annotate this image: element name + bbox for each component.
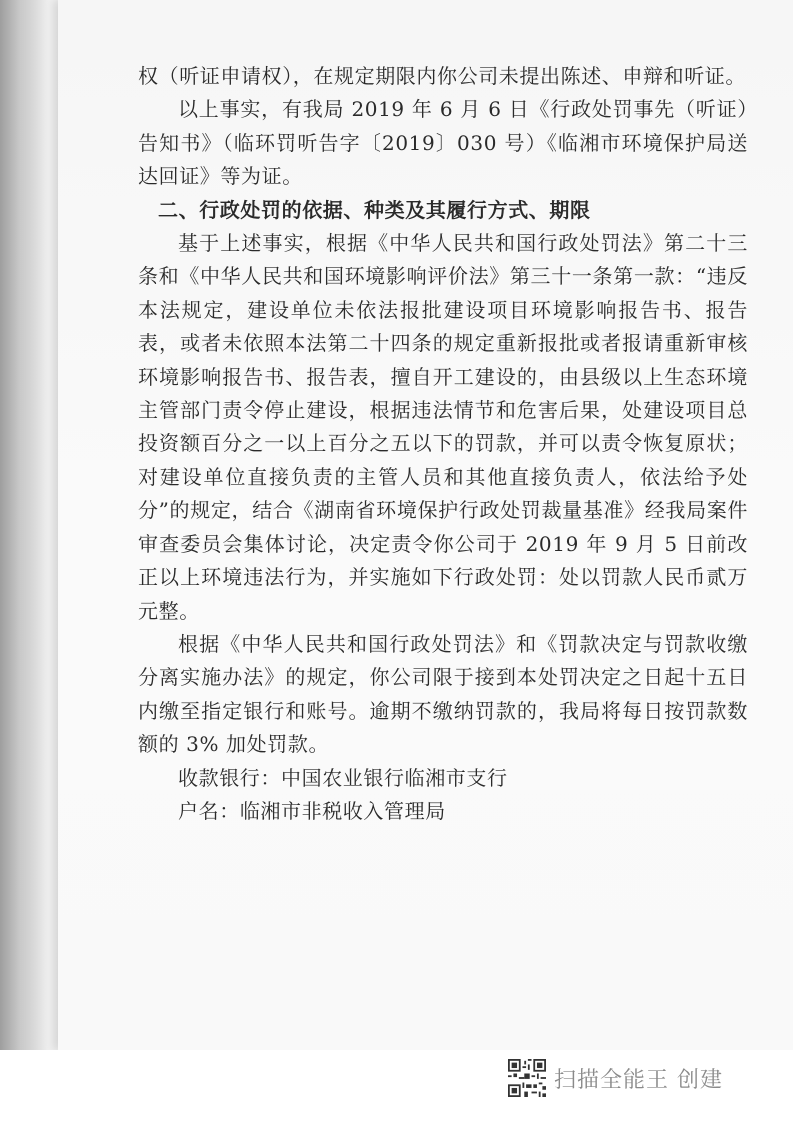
- bank-line: [138, 762, 748, 795]
- account-name-line: [138, 795, 748, 828]
- scanner-watermark: [508, 1059, 723, 1097]
- document-page: [58, 0, 793, 1050]
- section-heading: 二、行政处罚的依据、种类及其履行方式、期限: [158, 197, 591, 222]
- paragraph-payment-terms: 根据《中华人民共和国行政处罚法》和《罚款决定与罚款收缴分离实施办法》的规定，你公司限于接到本处罚决定之日起十五日内缴至指定银行和账号。逾期不缴纳罚款的，我局将每日按罚款数额的 3% 加处罚款。: [138, 631, 748, 757]
- paragraph-evidence: 以上事实，有我局 2019 年 6 月 6 日《行政处罚事先（听证）告知书》（临环罚听告字〔2019〕030 号）《临湘市环境保护局送达回证》等为证。: [138, 97, 748, 189]
- paragraph-legal-basis: 基于上述事实，根据《中华人民共和国行政处罚法》第二十三条和《中华人民共和国环境影响评价法》第三十一条第一款：“违反本法规定，建设单位未依法报批建设项目环境影响报告书、报告表，或者未依照本法第二十四条的规定重新报批或者报请重新审核环境影响报告书、报告表，擅自开工建设的，由县级以上生态环境主管部门责令停止建设，根据违法情节和危害后果，处建设项目总投资额百分之一以上百分之五以下的罚款，并可以责令恢复原状；对建设单位直接负责的主管人员和其他直接负责人，依法给予处分”的规定，结合《湖南省环境保护行政处罚裁量基准》经我局案件审查委员会集体讨论，决定责令你公司于 2019 年 9 月 5 日前改正以上环境违法行为，并实施如下行政处罚：处以罚款人民币贰万元整。: [138, 231, 748, 623]
- bank-label: 收款银行：: [178, 765, 281, 790]
- scan-edge-shadow: [0, 0, 48, 1122]
- paragraph-hearing-rights: 权（听证申请权），在规定期限内你公司未提出陈述、申辩和听证。: [138, 64, 746, 88]
- account-name-value: 临湘市非税收入管理局: [239, 798, 446, 823]
- qr-code-icon: [508, 1059, 546, 1097]
- watermark-text: 扫描全能王 创建: [554, 1067, 723, 1093]
- account-name-label: 户名：: [178, 798, 240, 823]
- document-body: [138, 60, 748, 828]
- bank-value: 中国农业银行临湘市支行: [281, 765, 508, 790]
